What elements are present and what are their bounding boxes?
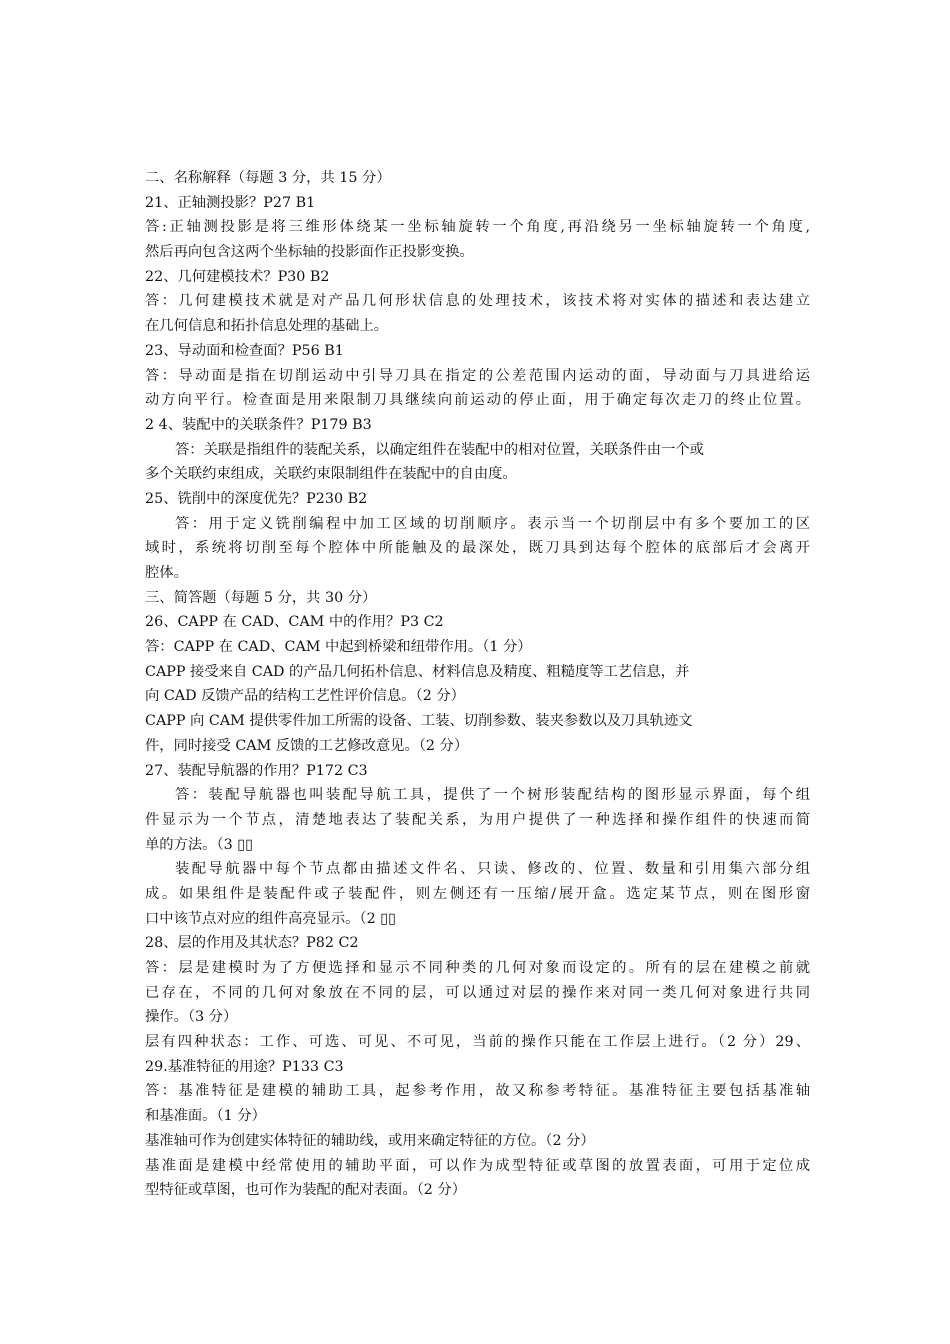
text-line: 29.基准特征的用途？P133 C3 <box>145 1058 344 1075</box>
text-line: 腔体。 <box>145 565 188 581</box>
text-line: 25、铣削中的深度优先？P230 B2 <box>145 490 368 507</box>
text-line: 口中该节点对应的组件高亮显示。（2 ▯▯ <box>145 910 396 927</box>
text-line: 2 4、装配中的关联条件？P179 B3 <box>145 416 372 433</box>
text-line: 答：几何建模技术就是对产品几何形状信息的处理技术，该技术将对实体的描述和表达建立 <box>145 293 810 310</box>
text-line: 答：CAPP 在 CAD、CAM 中起到桥梁和纽带作用。（1 分） <box>145 639 532 656</box>
text-line: 三、简答题（每题 5 分，共 30 分） <box>145 589 377 606</box>
text-line: 件，同时接受 CAM 反馈的工艺修改意见。（2 分） <box>145 737 469 754</box>
document-body <box>145 166 810 1203</box>
text-line: 型特征或草图，也可作为装配的配对表面。（2 分） <box>145 1182 467 1199</box>
text-line: CAPP 接受来自 CAD 的产品几何拓朴信息、材料信息及精度、粗糙度等工艺信息，并 <box>145 663 690 680</box>
text-line: 层有四种状态：工作、可选、可见、不可见，当前的操作只能在工作层上进行。（2 分）29、 <box>145 1034 810 1051</box>
text-line: 21、正轴测投影？P27 B1 <box>145 194 316 211</box>
text-line: 答：基准特征是建模的辅助工具，起参考作用，故又称参考特征。基准特征主要包括基准轴 <box>145 1083 810 1100</box>
text-line: 答：导动面是指在切削运动中引导刀具在指定的公差范围内运动的面，导动面与刀具进给运 <box>145 367 810 384</box>
text-line: 件显示为一个节点，清楚地表达了装配关系，为用户提供了一种选择和操作组件的快速而简 <box>145 811 810 828</box>
text-line: 装配导航器中每个节点都由描述文件名、只读、修改的、位置、数量和引用集六部分组 <box>175 861 810 878</box>
text-line: CAPP 向 CAM 提供零件加工所需的设备、工装、切削参数、装夹参数以及刀具轨迹文 <box>145 713 693 730</box>
text-line: 答：关联是指组件的装配关系，以确定组件在装配中的相对位置，关联条件由一个或 <box>175 441 704 458</box>
text-line: 22、几何建模技术？P30 B2 <box>145 268 330 285</box>
text-line: 基准轴可作为创建实体特征的辅助线，或用来确定特征的方位。（2 分） <box>145 1132 595 1149</box>
text-line: 基准面是建模中经常使用的辅助平面，可以作为成型特征或草图的放置表面，可用于定位成 <box>145 1157 810 1174</box>
text-line: 27、装配导航器的作用？P172 C3 <box>145 762 368 779</box>
text-line: 在几何信息和拓扑信息处理的基础上。 <box>145 318 389 335</box>
text-line: 单的方法。（3 ▯▯ <box>145 836 254 853</box>
text-line: 操作。（3 分） <box>145 1009 238 1026</box>
text-line: 多个关联约束组成，关联约束限制组件在装配中的自由度。 <box>145 466 517 483</box>
text-line: 答：层是建模时为了方便选择和显示不同种类的几何对象而设定的。所有的层在建模之前就 <box>145 960 810 976</box>
text-line: 26、CAPP 在 CAD、CAM 中的作用？P3 C2 <box>145 614 444 631</box>
text-line: 答：用于定义铣削编程中加工区域的切削顺序。表示当一个切削层中有多个要加工的区 <box>175 515 810 532</box>
text-line: 动方向平行。检查面是用来限制刀具继续向前运动的停止面，用于确定每次走刀的终止位置。 <box>145 392 810 409</box>
text-line: 二、名称解释（每题 3 分，共 15 分） <box>145 170 391 186</box>
text-line: 域时，系统将切削至每个腔体中所能触及的最深处，既刀具到达每个腔体的底部后才会离开 <box>145 540 810 557</box>
text-line: 向 CAD 反馈产品的结构工艺性评价信息。（2 分） <box>145 688 465 705</box>
text-line: 然后再向包含这两个坐标轴的投影面作正投影变换。 <box>145 244 474 261</box>
text-line: 和基准面。（1 分） <box>145 1108 266 1125</box>
text-line: 已存在，不同的几何对象放在不同的层，可以通过对层的操作来对同一类几何对象进行共同 <box>145 984 810 1001</box>
text-line: 28、层的作用及其状态？P82 C2 <box>145 935 359 952</box>
text-line: 答：装配导航器也叫装配导航工具，提供了一个树形装配结构的图形显示界面，每个组 <box>175 787 810 804</box>
text-line: 23、导动面和检查面？P56 B1 <box>145 342 344 359</box>
text-line: 成。如果组件是装配件或子装配件，则左侧还有一压缩/展开盒。选定某节点，则在图形窗 <box>145 885 810 902</box>
text-line: 答:正轴测投影是将三维形体绕某一坐标轴旋转一个角度,再沿绕另一坐标轴旋转一个角度, <box>145 219 810 236</box>
